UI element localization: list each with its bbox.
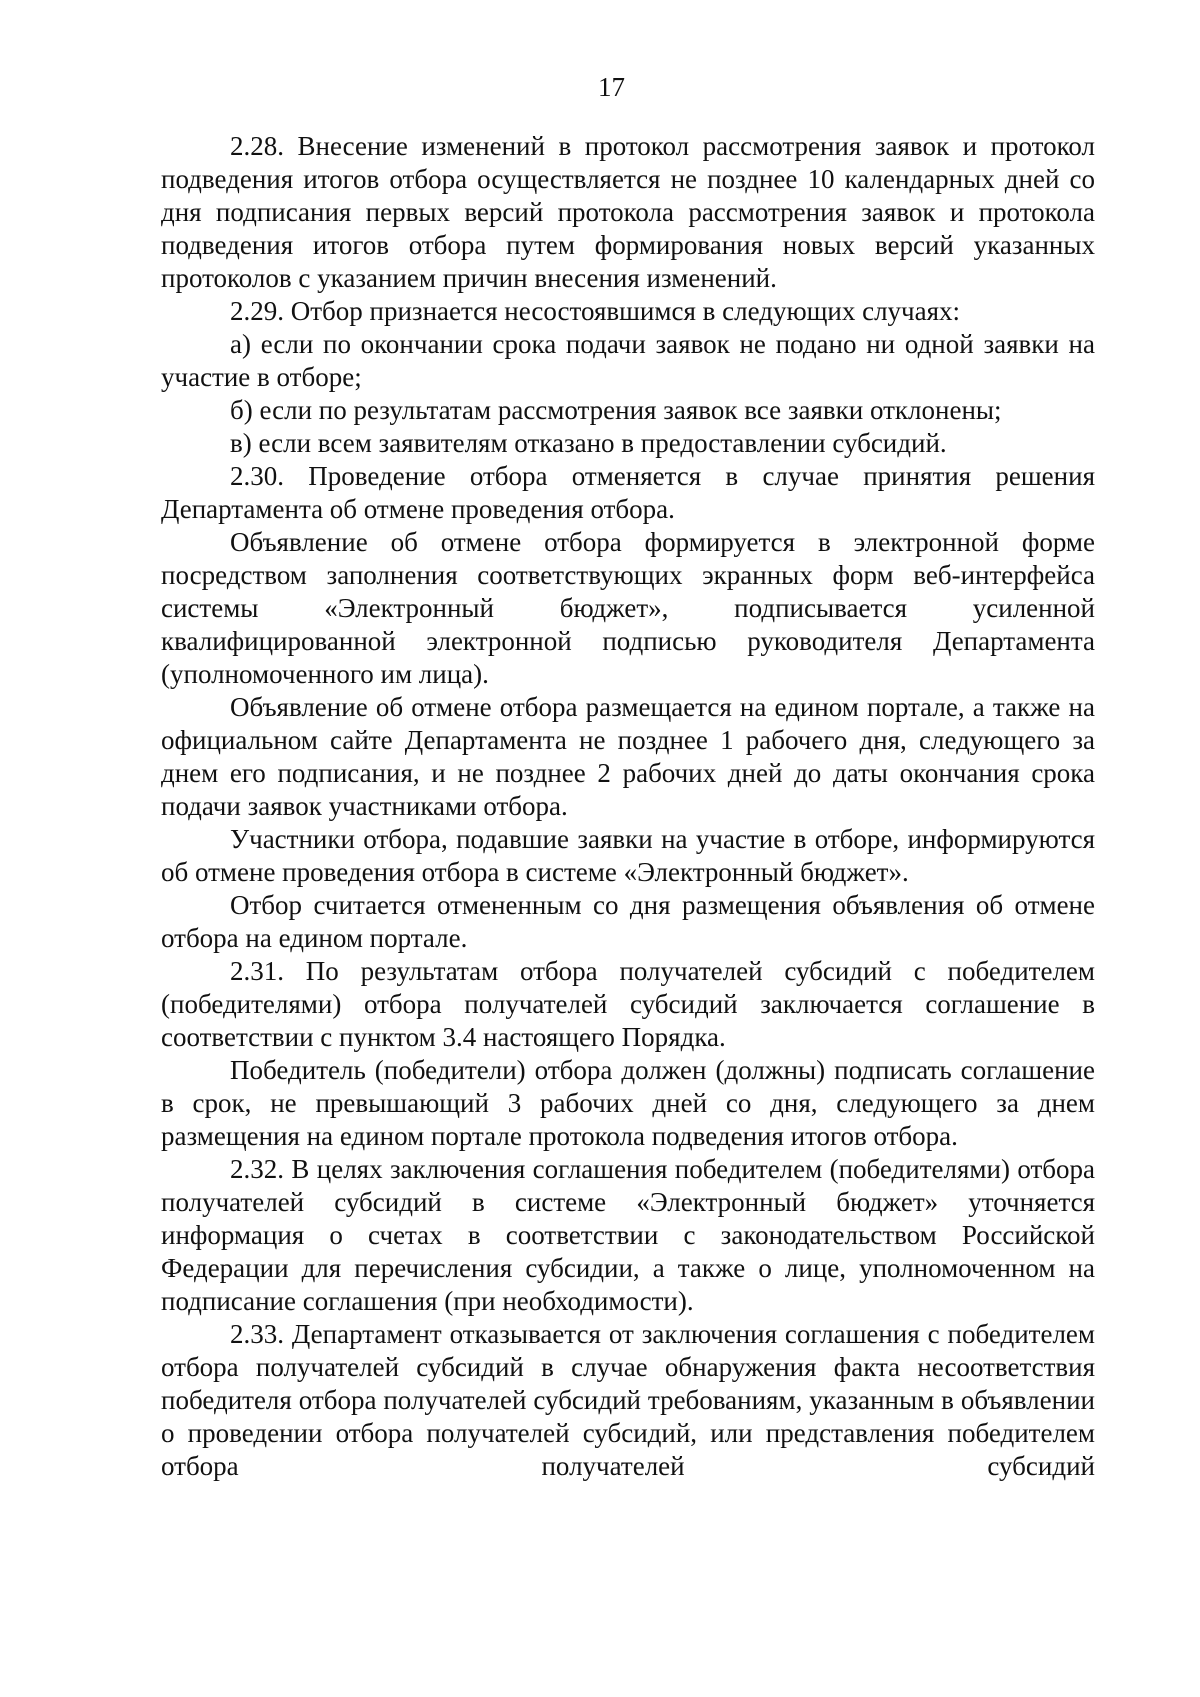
paragraph-2-33: 2.33. Департамент отказывается от заключения соглашения с победителем отбора получателей субсидий в случае обнаружения факта несоответствия победителя отбора получателей субсидий требованиям, указанным в объявлении о проведении отбора получателей субсидий, или представления победителем отбора получателей субсидий [161,1319,1095,1481]
paragraph-2-30: 2.30. Проведение отбора отменяется в случае принятия решения Департамента об отмене проведения отбора. [161,461,1095,524]
document-body [161,130,1095,1483]
paragraph-2-29: 2.29. Отбор признается несостоявшимся в следующих случаях: [230,296,961,326]
paragraph-2-28: 2.28. Внесение изменений в протокол рассмотрения заявок и протокол подведения итогов отбора осуществляется не позднее 10 календарных дней со дня подписания первых версий протокола рассмотрения заявок и протокола подведения итогов отбора путем формирования новых версий указанных протоколов с указанием причин внесения изменений. [161,131,1095,293]
paragraph-winner-signing-term: Победитель (победители) отбора должен (должны) подписать соглашение в срок, не превышающий 3 рабочих дней со дня, следующего за днем размещения на едином портале протокола подведения итогов отбора. [161,1055,1095,1151]
page-number: 17 [598,72,625,102]
paragraph-selection-cancelled-date: Отбор считается отмененным со дня размещения объявления об отмене отбора на едином портале. [161,890,1095,953]
paragraph-participants-informed: Участники отбора, подавшие заявки на участие в отборе, информируются об отмене проведения отбора в системе «Электронный бюджет». [161,824,1095,887]
paragraph-cancel-announcement-publication: Объявление об отмене отбора размещается на едином портале, а также на официальном сайте Департамента не позднее 1 рабочего дня, следующего за днем его подписания, и не позднее 2 рабочих дней до даты окончания срока подачи заявок участниками отбора. [161,692,1095,821]
paragraph-2-29-b: б) если по результатам рассмотрения заявок все заявки отклонены; [230,395,1002,425]
paragraph-2-31: 2.31. По результатам отбора получателей субсидий с победителем (победителями) отбора получателей субсидий заключается соглашение в соответствии с пунктом 3.4 настоящего Порядка. [161,956,1095,1052]
paragraph-2-29-a: а) если по окончании срока подачи заявок не подано ни одной заявки на участие в отборе; [161,329,1095,392]
paragraph-cancel-announcement-form: Объявление об отмене отбора формируется в электронной форме посредством заполнения соответствующих экранных форм веб-интерфейса системы «Электронный бюджет», подписывается усиленной квалифицированной электронной подписью руководителя Департамента (уполномоченного им лица). [161,527,1095,689]
paragraph-2-29-v: в) если всем заявителям отказано в предоставлении субсидий. [230,428,947,458]
paragraph-2-32: 2.32. В целях заключения соглашения победителем (победителями) отбора получателей субсидий в системе «Электронный бюджет» уточняется информация о счетах в соответствии с законодательством Российской Федерации для перечисления субсидии, а также о лице, уполномоченном на подписание соглашения (при необходимости). [161,1154,1095,1316]
